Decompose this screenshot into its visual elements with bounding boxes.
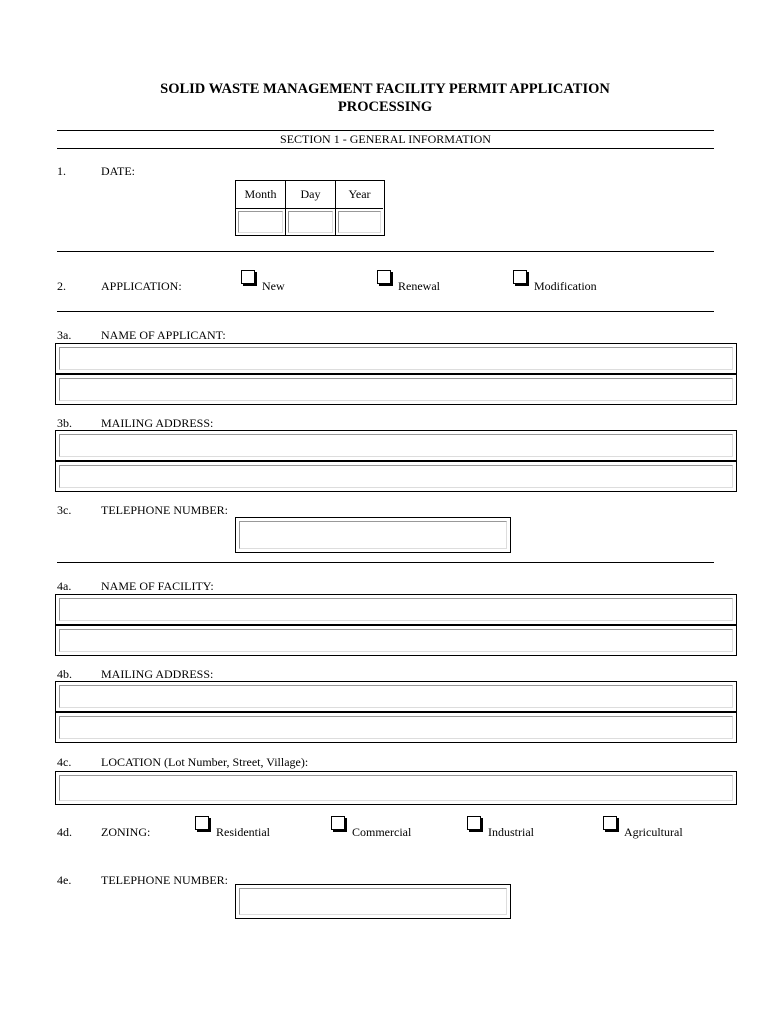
- application-number: 2.: [57, 279, 66, 293]
- application-option-modification: Modification: [534, 279, 597, 293]
- facility-name-label: NAME OF FACILITY:: [101, 579, 214, 593]
- form-title-line1: SOLID WASTE MANAGEMENT FACILITY PERMIT APPLICATION: [160, 81, 610, 97]
- zoning-label: ZONING:: [101, 825, 151, 839]
- facility-name-field-1[interactable]: [55, 594, 737, 625]
- facility-address-number: 4b.: [57, 667, 72, 681]
- applicant-name-number: 3a.: [57, 328, 72, 342]
- month-input[interactable]: [236, 209, 286, 235]
- application-label: APPLICATION:: [101, 279, 182, 293]
- section-heading: SECTION 1 - GENERAL INFORMATION: [280, 132, 491, 146]
- zoning-option-industrial: Industrial: [488, 825, 534, 839]
- year-header: Year: [348, 187, 371, 201]
- checkbox-icon[interactable]: [603, 816, 617, 830]
- applicant-name-field-2[interactable]: [55, 374, 737, 405]
- applicant-phone-label: TELEPHONE NUMBER:: [101, 503, 228, 517]
- applicant-phone-number: 3c.: [57, 503, 72, 517]
- section-rule-top: [57, 130, 714, 131]
- applicant-address-field-1[interactable]: [55, 430, 737, 461]
- applicant-phone-field[interactable]: [235, 517, 511, 553]
- checkbox-icon[interactable]: [467, 816, 481, 830]
- facility-phone-field[interactable]: [235, 884, 511, 919]
- divider-2: [57, 311, 714, 312]
- facility-phone-number: 4e.: [57, 873, 72, 887]
- zoning-option-commercial: Commercial: [352, 825, 412, 839]
- applicant-name-field-1[interactable]: [55, 343, 737, 374]
- facility-location-label: LOCATION (Lot Number, Street, Village):: [101, 755, 309, 769]
- zoning-number: 4d.: [57, 825, 72, 839]
- applicant-name-label: NAME OF APPLICANT:: [101, 328, 226, 342]
- zoning-option-residential: Residential: [216, 825, 270, 839]
- day-header: Day: [286, 181, 336, 208]
- checkbox-icon[interactable]: [513, 270, 527, 284]
- facility-location-field[interactable]: [55, 771, 737, 805]
- divider-1: [57, 251, 714, 252]
- month-header: Month: [236, 181, 286, 208]
- facility-location-number: 4c.: [57, 755, 72, 769]
- applicant-address-field-2[interactable]: [55, 461, 737, 492]
- applicant-address-label: MAILING ADDRESS:: [101, 416, 214, 430]
- facility-address-label: MAILING ADDRESS:: [101, 667, 214, 681]
- day-input[interactable]: [286, 209, 336, 235]
- checkbox-icon[interactable]: [195, 816, 209, 830]
- zoning-option-agricultural: Agricultural: [624, 825, 683, 839]
- checkbox-icon[interactable]: [331, 816, 345, 830]
- date-table: [235, 180, 385, 236]
- date-number: 1.: [57, 164, 66, 178]
- section-rule-bottom: [57, 148, 714, 149]
- date-label: DATE:: [101, 164, 135, 178]
- facility-name-field-2[interactable]: [55, 625, 737, 656]
- year-input[interactable]: [336, 209, 383, 235]
- facility-phone-label: TELEPHONE NUMBER:: [101, 873, 228, 887]
- facility-name-number: 4a.: [57, 579, 72, 593]
- applicant-address-number: 3b.: [57, 416, 72, 430]
- facility-address-field-1[interactable]: [55, 681, 737, 712]
- facility-address-field-2[interactable]: [55, 712, 737, 743]
- checkbox-icon[interactable]: [241, 270, 255, 284]
- application-option-renewal: Renewal: [398, 279, 440, 293]
- checkbox-icon[interactable]: [377, 270, 391, 284]
- divider-3: [57, 562, 714, 563]
- form-title-line2: PROCESSING: [337, 99, 433, 115]
- application-option-new: New: [262, 279, 285, 293]
